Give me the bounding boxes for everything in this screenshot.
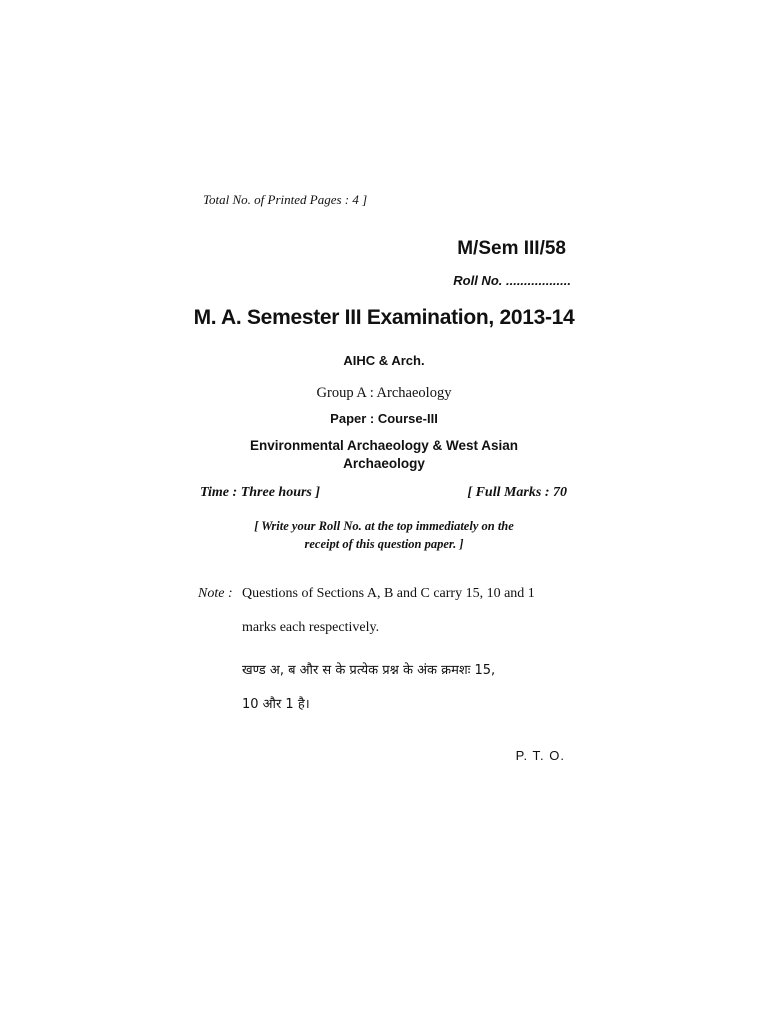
paper-topic-line: Environmental Archaeology & West Asian — [249, 438, 519, 453]
note-label: Note : — [198, 586, 233, 601]
pto-label: P. T. O. — [515, 748, 565, 763]
note-hindi-line: 10 और 1 है। — [242, 697, 310, 712]
instruction-line: receipt of this question paper. ] — [304, 537, 464, 551]
roll-number-field: Roll No. .................. — [453, 273, 571, 288]
paper-topic-line: Archaeology — [343, 456, 425, 471]
subject-label: AIHC & Arch. — [343, 353, 425, 368]
exam-title: M. A. Semester III Examination, 2013-14 — [193, 306, 575, 329]
full-marks: [ Full Marks : 70 — [467, 485, 567, 500]
instruction-line: [ Write your Roll No. at the top immediately on the — [254, 519, 514, 533]
printed-pages-count: Total No. of Printed Pages : 4 ] — [203, 192, 368, 207]
roll-number-instruction — [200, 517, 568, 553]
group-label: Group A : Archaeology — [316, 385, 452, 401]
paper-topic — [200, 437, 568, 473]
paper-course-label: Paper : Course-III — [330, 411, 438, 426]
note-text-line: marks each respectively. — [242, 620, 380, 635]
exam-duration: Time : Three hours ] — [200, 485, 321, 500]
note-hindi-line: खण्ड अ, ब और स के प्रत्येक प्रश्न के अंक क्रमशः 15, — [242, 663, 496, 678]
note-text-line: Questions of Sections A, B and C carry 15, 10 and 1 — [242, 586, 535, 601]
paper-code: M/Sem III/58 — [457, 238, 566, 259]
